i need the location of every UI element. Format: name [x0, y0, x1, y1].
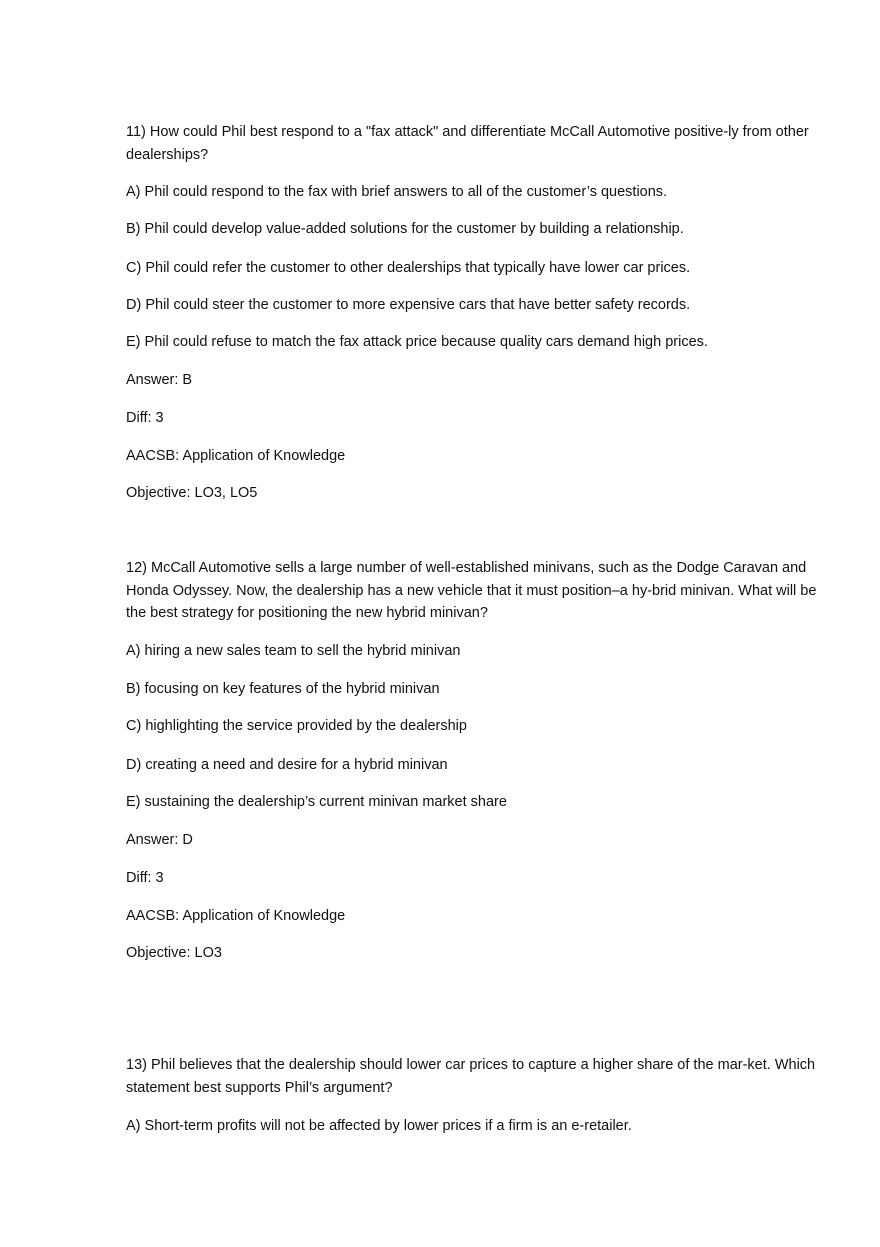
question-13-stem: 13) Phil believes that the dealership should lower car prices to capture a higher share of the mar-ket. Which statement best supports Phil’s argument?: [126, 1057, 816, 1096]
question-11-diff: Diff: 3: [126, 410, 164, 426]
question-12-objective: Objective: LO3: [126, 945, 222, 961]
question-11-option-c: C) Phil could refer the customer to other dealerships that typically have lower car prices.: [126, 260, 691, 276]
question-11-stem: 11) How could Phil best respond to a "fax attack" and differentiate McCall Automotive positive-ly from other dealerships?: [126, 124, 809, 163]
question-12-option-e: E) sustaining the dealership’s current minivan market share: [126, 794, 507, 810]
question-11-option-b: B) Phil could develop value-added solutions for the customer by building a relationship.: [126, 221, 684, 237]
question-11-aacsb: AACSB: Application of Knowledge: [126, 448, 346, 464]
question-12-aacsb: AACSB: Application of Knowledge: [126, 908, 346, 924]
question-12-stem: 12) McCall Automotive sells a large number of well-established minivans, such as the Dodge Caravan and Honda Odyssey. Now, the dealership has a new vehicle that it must position–a hy-brid minivan. What will be the best strategy for positioning the new hybrid minivan?: [126, 560, 817, 621]
question-12-answer: Answer: D: [126, 832, 193, 848]
question-11-option-a: A) Phil could respond to the fax with brief answers to all of the customer’s questions.: [126, 184, 668, 200]
question-12-option-a: A) hiring a new sales team to sell the hybrid minivan: [126, 643, 461, 659]
question-11-option-e: E) Phil could refuse to match the fax attack price because quality cars demand high prices.: [126, 334, 708, 350]
question-12-option-b: B) focusing on key features of the hybrid minivan: [126, 681, 440, 697]
question-12-option-c: C) highlighting the service provided by the dealership: [126, 718, 467, 734]
question-11-answer: Answer: B: [126, 372, 193, 388]
question-11-objective: Objective: LO3, LO5: [126, 485, 258, 501]
question-11-option-d: D) Phil could steer the customer to more expensive cars that have better safety records.: [126, 297, 691, 313]
question-12-diff: Diff: 3: [126, 870, 164, 886]
question-13-option-a: A) Short-term profits will not be affected by lower prices if a firm is an e-retailer.: [126, 1118, 632, 1134]
question-12-option-d: D) creating a need and desire for a hybrid minivan: [126, 757, 448, 773]
